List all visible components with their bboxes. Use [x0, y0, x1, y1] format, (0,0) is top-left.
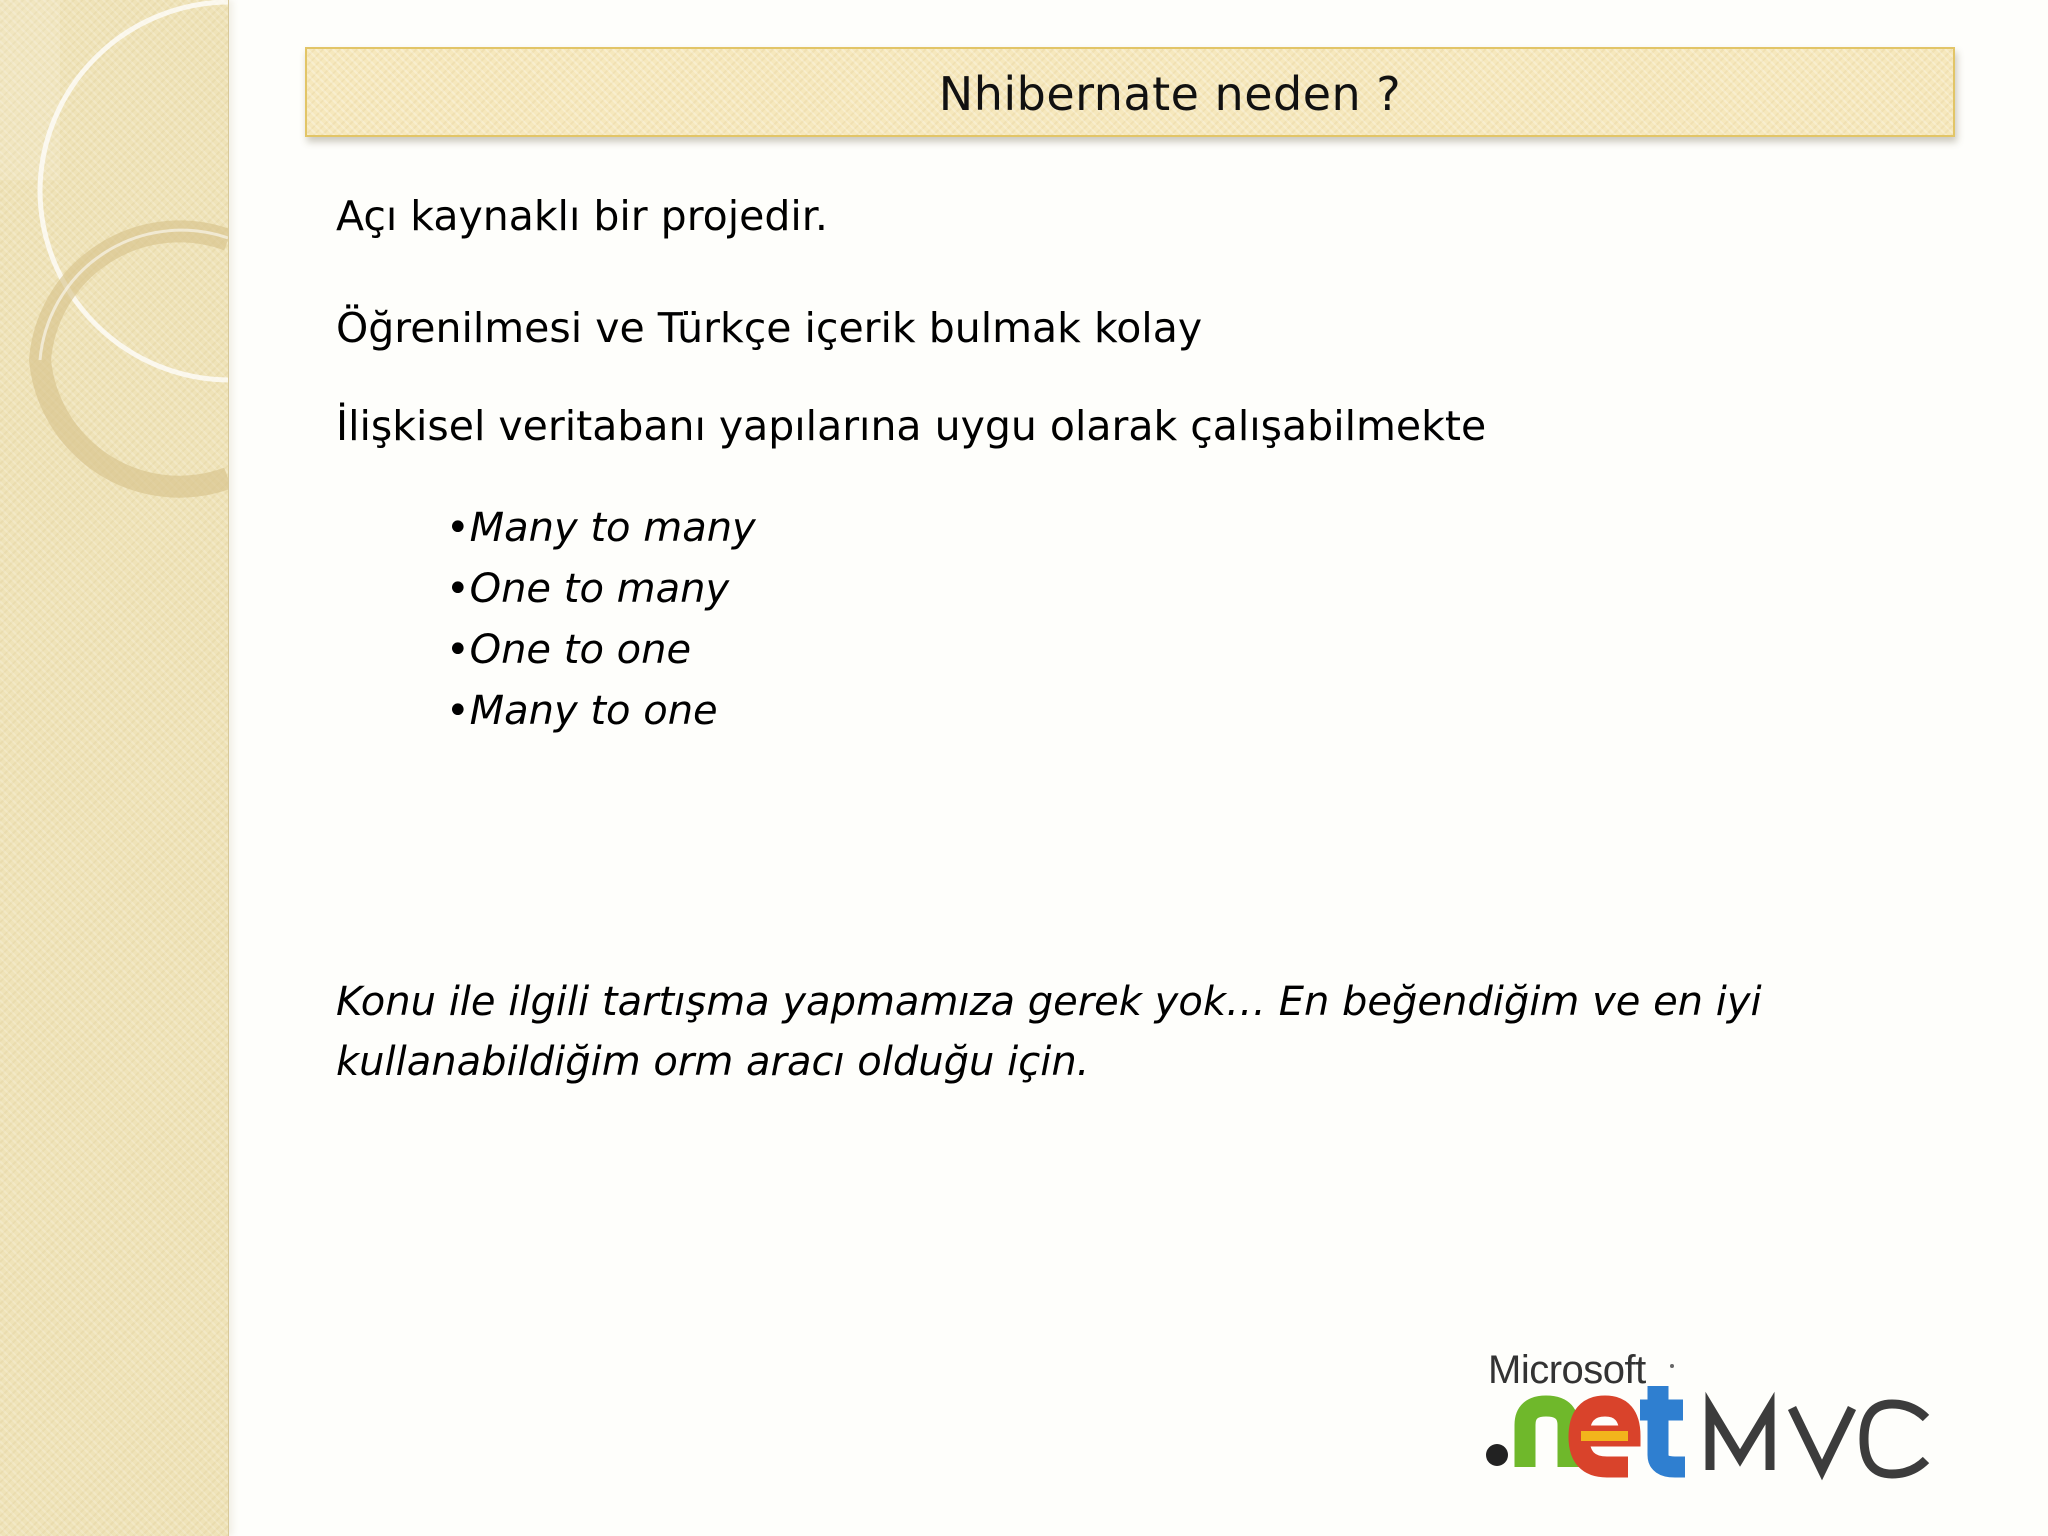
list-item-text: Many to one	[469, 688, 718, 734]
bullet-icon: •	[446, 627, 470, 673]
paragraph-open-source: Açı kaynaklı bir projedir.	[336, 192, 828, 240]
title-bar	[305, 47, 1955, 137]
logo-brand: Microsoft	[1488, 1348, 1646, 1392]
closing-note: Konu ile ilgili tartışma yapmamıza gerek yok… En beğendiğim ve en iyi kullanabildiğim orm aracı olduğu için.	[336, 979, 1762, 1085]
decorative-side-band	[0, 0, 229, 1536]
list-item	[446, 681, 756, 742]
paragraph-easy-to-learn: Öğrenilmesi ve Türkçe içerik bulmak kolay	[336, 304, 1203, 352]
list-item-text: One to many	[469, 566, 730, 612]
decorative-rings-icon	[0, 0, 228, 1536]
bullet-icon: •	[446, 566, 470, 612]
list-item-text: One to one	[469, 627, 692, 673]
microsoft-net-mvc-logo	[1480, 1330, 2000, 1500]
list-item	[446, 620, 756, 681]
list-item	[446, 498, 756, 559]
list-item-text: Many to many	[469, 505, 756, 551]
slide-title: Nhibernate neden ?	[938, 67, 1402, 121]
list-item	[446, 559, 756, 620]
paragraph-relational-support: İlişkisel veritabanı yapılarına uygu olarak çalışabilmekte	[336, 402, 1487, 450]
relationship-list	[446, 498, 756, 742]
net-mvc-logo-icon	[1480, 1330, 2000, 1500]
bullet-icon: •	[446, 688, 470, 734]
bullet-icon: •	[446, 505, 470, 551]
